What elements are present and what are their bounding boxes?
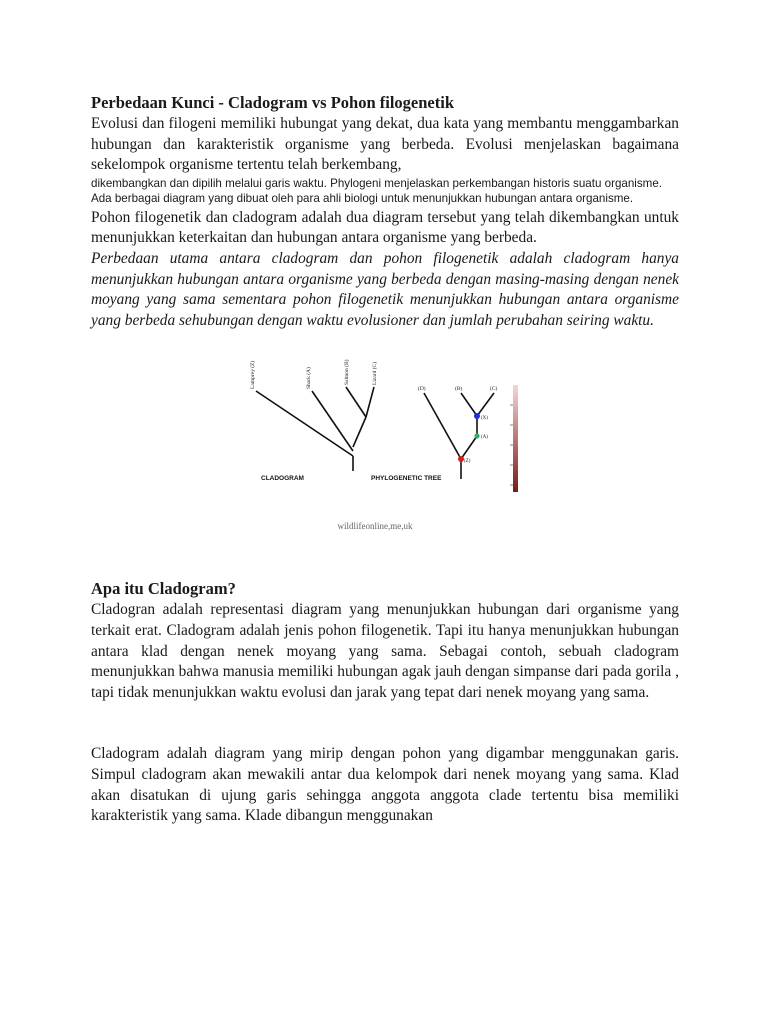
tree-node-label-x: (X) <box>481 416 488 422</box>
tree-tip-c: (C) <box>490 386 498 393</box>
paragraph-intro: Evolusi dan filogeni memiliki hubungat yang dekat, dua kata yang membantu menggambarkan hubungan dan karakteristik organisme yang berbeda. Evolusi menjelaskan bagaimana sekelompok organisme tertentu telah berkembang, <box>91 115 679 174</box>
phylogenetic-tree-label: PHYLOGENETIC TREE <box>371 475 442 483</box>
paragraph-cladogram-definition: Cladogran adalah representasi diagram yang menunjukkan hubungan dari organisme yang terkait erat. Cladogram adalah jenis pohon filogenetik. Tapi itu hanya menunjukkan hubungan antara klad dengan nenek moyang yang sama. Sebagai contoh, sebuah cladogram menunjukkan bahwa manusia memiliki hubungan agak jauh dengan simpanse dari pada gorila , tapi tidak menunjukkan waktu evolusi dan jarak yang tepat dari nenek moyang yang sama. <box>91 601 679 701</box>
cladogram-label: CLADOGRAM <box>261 475 304 483</box>
paragraph-intro-small: dikembangkan dan dipilih melalui garis waktu. Phylogeni menjelaskan perkembangan historis suatu organisme. Ada berbagai diagram yang dibuat oleh para ahli biologi untuk menunjukkan hubungan antara organisme. <box>91 176 662 205</box>
diagram-image <box>91 339 679 539</box>
paragraph-definition: Pohon filogenetik dan cladogram adalah dua diagram tersebut yang telah dikembangkan untuk menunjukkan keterkaitan dan hubungan antara organisme yang berbeda. <box>91 208 679 247</box>
document-page <box>91 93 679 827</box>
tree-node-a <box>474 434 479 439</box>
clado-taxon-lizard: Lizard (C) <box>372 362 378 386</box>
figure-caption: wildlifeonline,me,uk <box>337 521 413 532</box>
tree-tip-d: (D) <box>418 386 426 393</box>
paragraph-key-difference: Perbedaan utama antara cladogram dan pohon filogenetik adalah cladogram hanya menunjukkan hubungan antara organisme yang berbeda dengan masing-masing dengan nenek moyang yang sama sementara pohon filogenetik menunjukkan hubungan antara organisme yang berbeda sehubungan dengan waktu evolusioner dan jumlah perubahan seiring waktu. <box>91 249 679 329</box>
spacer <box>91 539 679 579</box>
tree-node-x <box>474 413 480 419</box>
tree-node-label-z: (Z) <box>464 459 471 465</box>
clado-taxon-lamprey: Lamprey (Z) <box>250 361 256 390</box>
section-heading-key-difference: Perbedaan Kunci - Cladogram vs Pohon filogenetik <box>91 93 455 112</box>
time-bar-ticks <box>510 405 513 485</box>
cladogram-diagram <box>256 387 374 471</box>
section-heading-what-is-cladogram: Apa itu Cladogram? <box>91 579 236 599</box>
tree-tip-b: (B) <box>455 386 463 393</box>
clado-taxon-shark: Shark (A) <box>306 367 312 390</box>
figure-cladogram-vs-tree <box>91 339 679 539</box>
spacer <box>91 703 679 744</box>
paragraph-cladogram-description: Cladogram adalah diagram yang mirip dengan pohon yang digambar menggunakan garis. Simpul cladogram akan mewakili antar dua kelompok dari nenek moyang yang sama. Klad akan disatukan di ujung garis sehingga anggota anggota clade tertentu bisa memiliki karakteristik yang sama. Klade dibangun menggunakan <box>91 745 679 825</box>
tree-node-label-a: (A) <box>481 435 488 441</box>
time-bar <box>513 385 518 492</box>
clado-taxon-salmon: Salmon (B) <box>344 359 350 386</box>
